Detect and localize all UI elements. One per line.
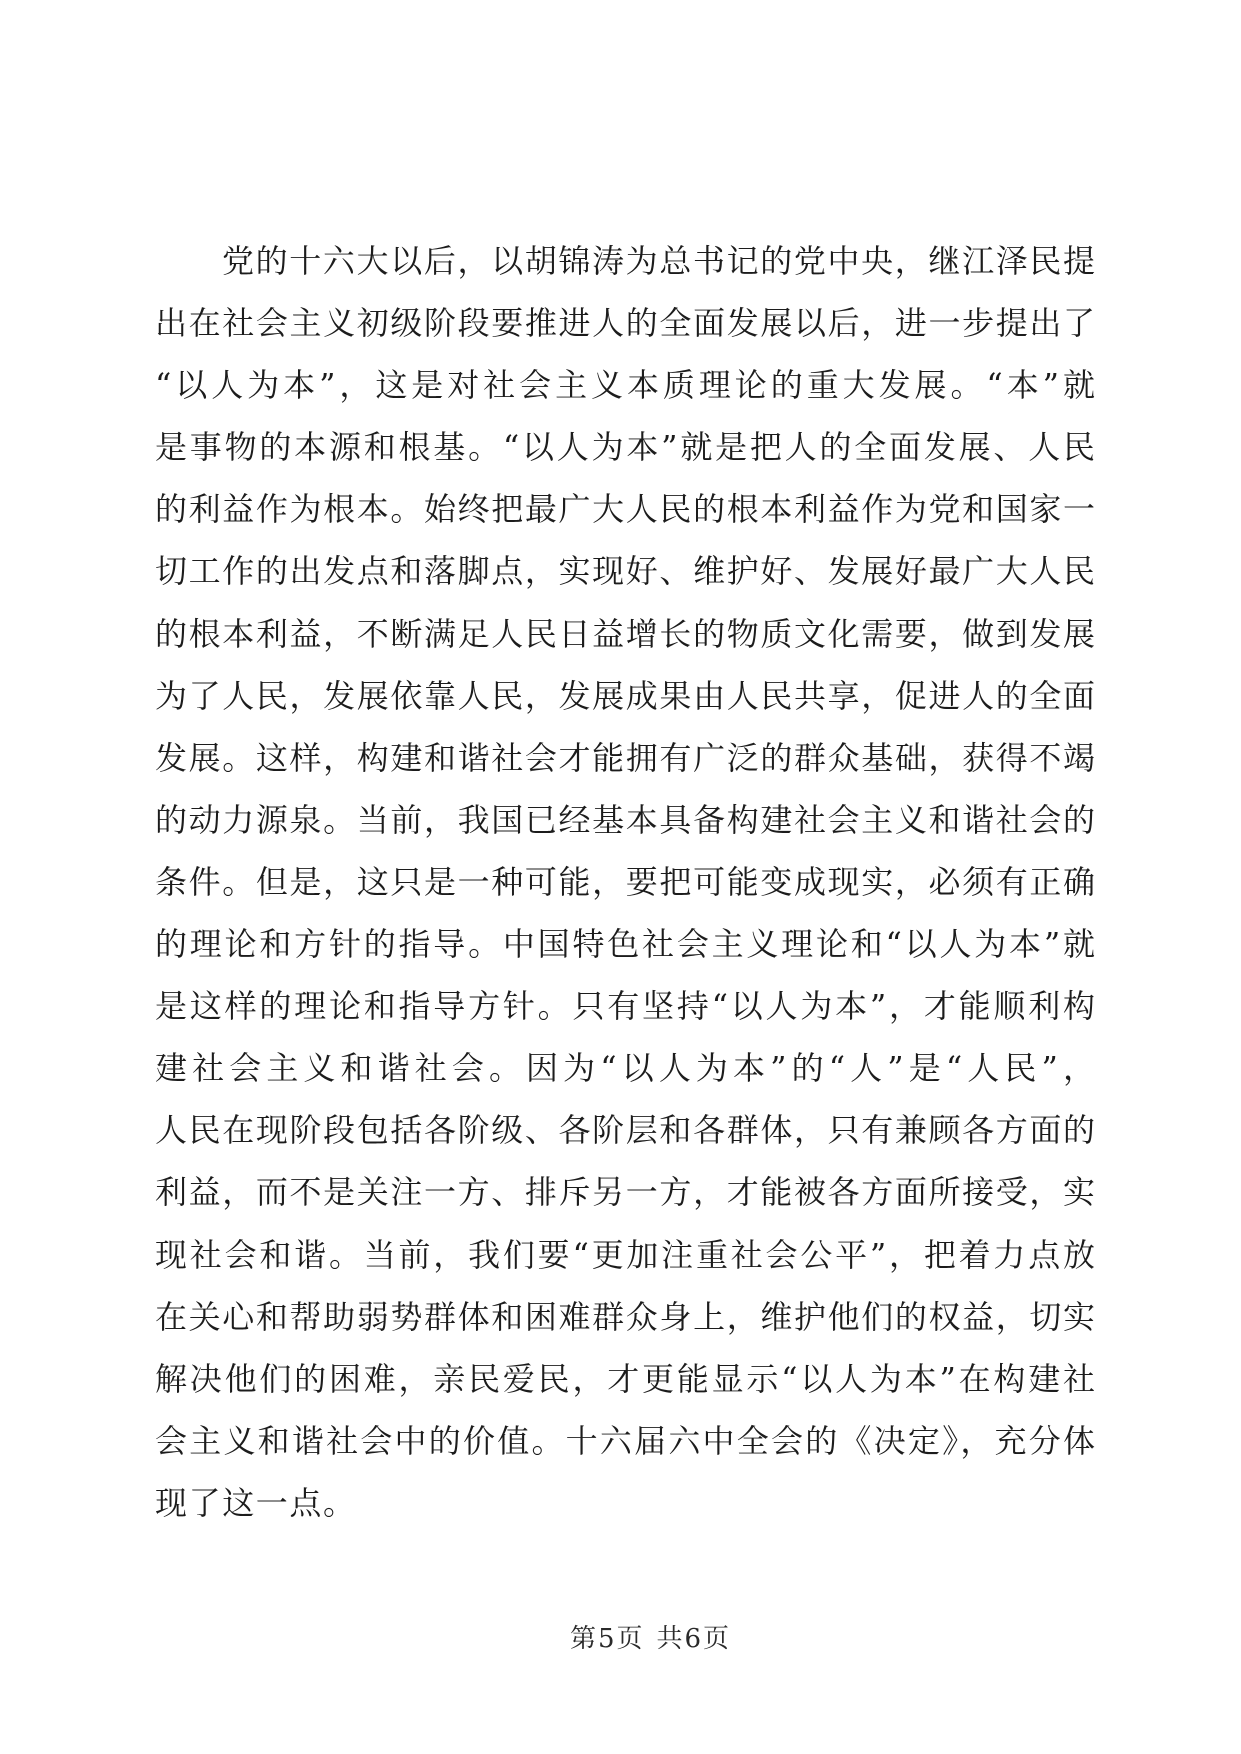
text-line: 解决他们的困难，亲民爱民，才更能显示“以人为本”在构建社: [155, 1359, 1095, 1398]
page-footer: [30, 1618, 1241, 1655]
text-line: 的动力源泉。当前，我国已经基本具备构建社会主义和谐社会的: [155, 800, 1095, 839]
text-line: 党的十六大以后，以胡锦涛为总书记的党中央，继江泽民提: [222, 242, 1095, 280]
text-line: 是事物的本源和根基。“以人为本”就是把人的全面发展、人民: [155, 428, 1095, 467]
page-number: 第5页: [569, 1624, 645, 1654]
text-line: “以人为本”，这是对社会主义本质理论的重大发展。“本”就: [155, 366, 1095, 405]
text-line: 利益，而不是关注一方、排斥另一方，才能被各方面所接受，实: [155, 1173, 1095, 1212]
text-line: 的根本利益，不断满足人民日益增长的物质文化需要，做到发展: [155, 614, 1095, 653]
text-line: 现社会和谐。当前，我们要“更加注重社会公平”，把着力点放: [155, 1235, 1095, 1274]
text-line: 的利益作为根本。始终把最广大人民的根本利益作为党和国家一: [155, 490, 1095, 529]
text-line: 建社会主义和谐社会。因为“以人为本”的“人”是“人民”，: [155, 1049, 1095, 1088]
text-line: 出在社会主义初级阶段要推进人的全面发展以后，进一步提出了: [155, 304, 1095, 343]
text-line: 条件。但是，这只是一种可能，要把可能变成现实，必须有正确: [155, 862, 1095, 901]
text-line: 人民在现阶段包括各阶级、各阶层和各群体，只有兼顾各方面的: [155, 1111, 1095, 1150]
text-line: 发展。这样，构建和谐社会才能拥有广泛的群众基础，获得不竭: [155, 738, 1095, 777]
text-line: 是这样的理论和指导方针。只有坚持“以人为本”，才能顺利构: [155, 987, 1095, 1026]
text-line: 现了这一点。: [155, 1483, 357, 1522]
text-line: 在关心和帮助弱势群体和困难群众身上，维护他们的权益，切实: [155, 1297, 1095, 1336]
text-line: 会主义和谐社会中的价值。十六届六中全会的《决定》，充分体: [155, 1421, 1095, 1460]
page-count: 共6页: [656, 1624, 732, 1654]
text-body: [155, 230, 1095, 1534]
text-line: 为了人民，发展依靠人民，发展成果由人民共享，促进人的全面: [155, 676, 1095, 715]
text-line: 切工作的出发点和落脚点，实现好、维护好、发展好最广大人民: [155, 552, 1095, 591]
text-line: 的理论和方针的指导。中国特色社会主义理论和“以人为本”就: [155, 925, 1095, 964]
